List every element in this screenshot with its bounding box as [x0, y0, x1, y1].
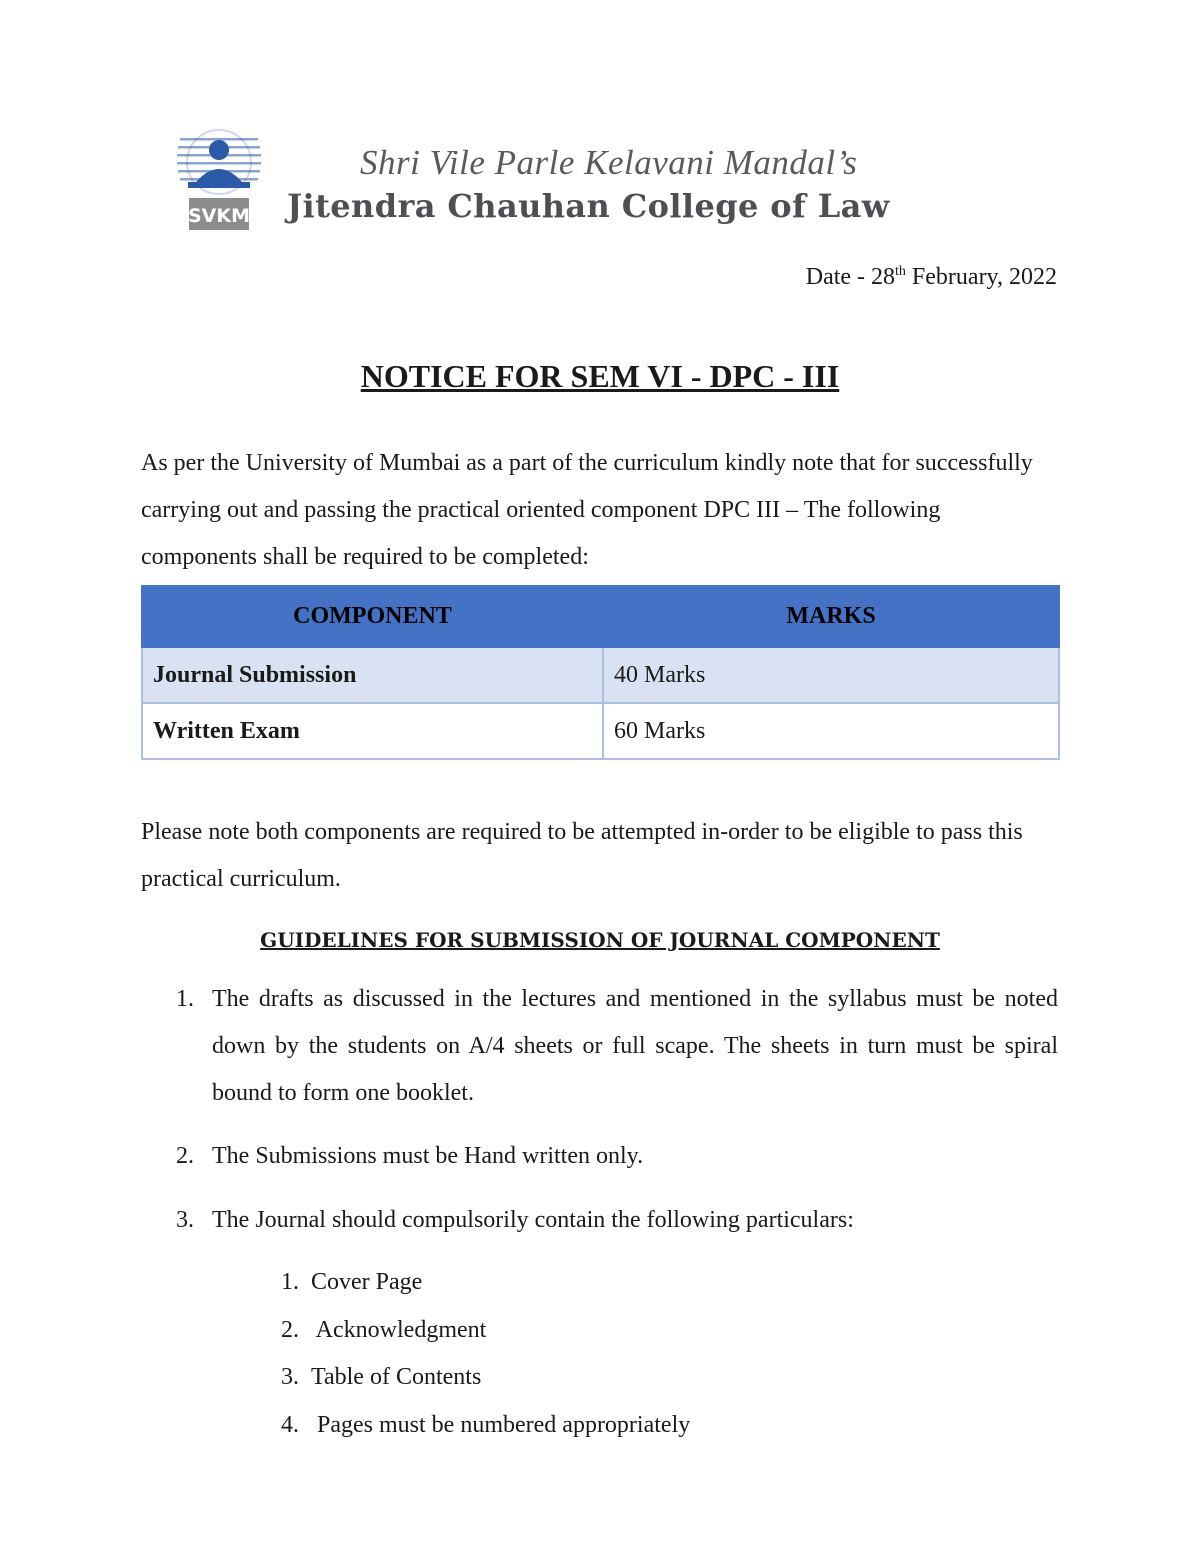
component-cell: Journal Submission: [142, 647, 603, 703]
list-text: The Journal should compulsorily contain the following particulars:: [212, 1207, 854, 1233]
table-row: [142, 647, 1059, 703]
component-cell: Written Exam: [142, 703, 603, 759]
marks-cell: 60 Marks: [603, 703, 1059, 759]
list-number: 3.: [176, 1207, 194, 1233]
list-number: 2.: [176, 1143, 194, 1169]
notice-title: NOTICE FOR SEM VI - DPC - III: [360, 358, 840, 394]
notice-date: Date - 28th February, 2022: [805, 264, 1057, 290]
society-name: Shri Vile Parle Kelavani Mandal’s: [360, 143, 858, 182]
table-header-row: [142, 586, 1059, 647]
list-text: The drafts as discussed in the lectures and mentioned in the syllabus must be noted down by the students on A/4 sheets or full scape. The sheets in turn must be spiral bound to form one booklet.: [212, 986, 1058, 1106]
header-component: COMPONENT: [142, 586, 603, 647]
sub-list-item: 3. Table of Contents: [281, 1364, 482, 1390]
sub-list-item: 1. Cover Page: [281, 1269, 423, 1295]
list-text: The Submissions must be Hand written only.: [212, 1143, 644, 1169]
svg-text:SVKM: SVKM: [187, 205, 251, 227]
marks-cell: 40 Marks: [603, 647, 1059, 703]
sub-list-item: 4. Pages must be numbered appropriately: [281, 1412, 691, 1438]
sub-list-item: 2. Acknowledgment: [281, 1317, 487, 1343]
intro-paragraph: As per the University of Mumbai as a part of the curriculum kindly note that for successfully carrying out and passing the practical oriented component DPC III – The following components shall be required to be completed:: [141, 450, 1033, 570]
college-name: Jitendra Chauhan College of Law: [287, 187, 890, 225]
table-row: [142, 703, 1059, 759]
list-number: 1.: [176, 986, 194, 1012]
marks-table: [141, 585, 1060, 760]
note-paragraph: Please note both components are required to be attempted in-order to be eligible to pass this practical curriculum.: [141, 819, 1023, 892]
svkm-logo: [174, 126, 264, 234]
guidelines-heading: GUIDELINES FOR SUBMISSION OF JOURNAL COMPONENT: [260, 928, 940, 952]
header-marks: MARKS: [603, 586, 1059, 647]
